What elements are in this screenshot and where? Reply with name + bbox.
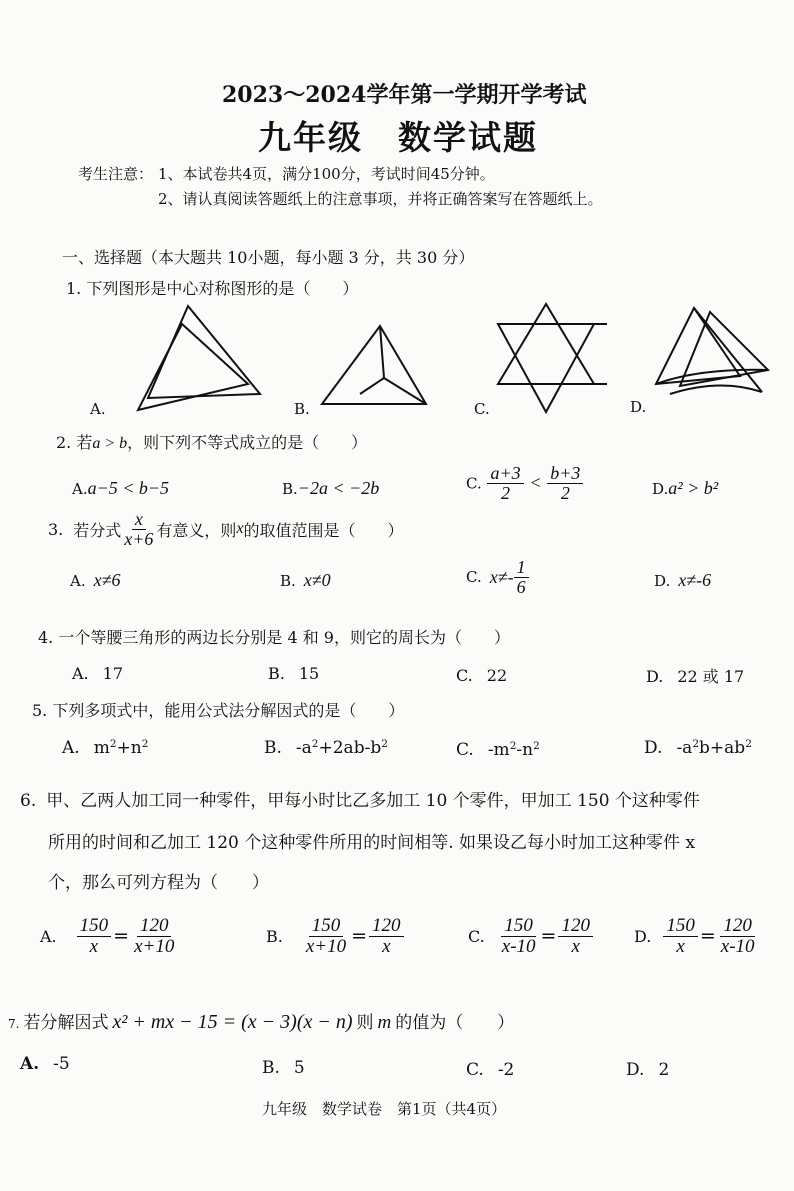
option-letter: A. [72, 480, 88, 498]
notice-label: 考生注意： [78, 165, 154, 183]
question-stem-prefix: 若 [76, 433, 93, 452]
section-heading: 一、选择题（本大题共 10小题，每小题 3 分，共 30 分） [62, 248, 475, 267]
fraction: $\frac{1}{6}$ [514, 558, 529, 597]
q5-option-d: D. $-a^2b+ab^2$ [644, 738, 752, 758]
option-value: 2 [658, 1060, 670, 1080]
question-number: 5. [32, 701, 48, 720]
q7-option-a [20, 1054, 70, 1074]
q4-option-c [456, 666, 507, 685]
question-number: 7. [8, 1017, 20, 1031]
q1-figures [100, 298, 780, 416]
figure-c-icon [498, 304, 607, 412]
exam-title-line1: 2023～2024学年第一学期开学考试 [222, 82, 587, 108]
fraction: $\frac{b+3}{2}$ [547, 464, 583, 503]
option-letter: B. [264, 738, 282, 758]
question-stem-mid: 则 [356, 1013, 374, 1033]
option-value: -5 [53, 1054, 70, 1074]
question-math: x² + mx − 15 = (x − 3)(x − n) [112, 1011, 353, 1033]
option-letter: C. [456, 666, 473, 685]
option-math: −2a < −2b [297, 478, 380, 498]
option-letter: B. [280, 572, 296, 590]
question-number: 4. [38, 628, 54, 647]
page-footer: 九年级 数学试卷 第1页（共4页） [262, 1100, 507, 1118]
option-letter: D. [644, 738, 663, 758]
relation: < [529, 472, 542, 493]
q1-option-b: B. [294, 400, 310, 418]
question-6-line-2: 所用的时间和乙加工 120 个这种零件所用的时间相等. 如果设乙每小时加工这种零件 x [48, 833, 696, 853]
option-letter: D. [646, 667, 664, 686]
q4-option-a [72, 664, 123, 683]
option-letter: A. [62, 738, 80, 758]
q3-option-b [280, 570, 331, 591]
option-value: 5 [293, 1058, 305, 1078]
option-letter: D. [634, 926, 652, 946]
q6-option-d: D. $\frac{150}{x}$ = $\frac{120}{x-10}$ [634, 915, 755, 957]
q7-option-c [466, 1060, 514, 1080]
option-letter: C. [466, 568, 482, 587]
question-math: a > b [92, 435, 128, 452]
option-letter: C. [466, 1060, 484, 1080]
option-letter: B. [266, 926, 283, 946]
question-7 [8, 1008, 514, 1034]
option-letter: B. [268, 664, 285, 683]
option-letter: C. [466, 474, 482, 493]
question-stem: 一个等腰三角形的两边长分别是 4 和 9，则它的周长为（ ） [58, 628, 510, 647]
option-math: x≠6 [93, 570, 121, 590]
question-3 [48, 510, 404, 549]
option-math: x≠0 [303, 570, 331, 590]
question-stem-end: 的取值范围是（ ） [243, 520, 404, 540]
question-1 [66, 276, 358, 299]
q1-option-d: D. [630, 398, 647, 416]
question-stem-suffix: 有意义，则 [156, 520, 237, 540]
question-stem: 甲、乙两人加工同一种零件，甲每小时比乙多加工 10 个零件，甲加工 150 个这种零件 [46, 791, 700, 811]
q4-option-d [646, 664, 744, 687]
question-number: 6. [20, 791, 37, 811]
q3-option-d [654, 570, 711, 591]
q6-option-a: A. $\frac{150}{x}$ = $\frac{120}{x+10}$ [40, 915, 175, 957]
figure-d-icon [656, 308, 768, 394]
option-letter: C. [456, 740, 474, 760]
fraction: $\frac{a+3}{2}$ [487, 464, 523, 503]
q2-option-c [466, 464, 583, 503]
question-stem: 下列多项式中，能用公式法分解因式的是（ ） [52, 701, 405, 720]
figure-b-icon [322, 326, 426, 404]
q1-option-a: A. [90, 400, 106, 418]
question-6-line-3: 个，那么可列方程为（ ） [48, 873, 269, 893]
option-math: x≠-6 [678, 570, 712, 590]
option-value: 22 或 17 [677, 667, 745, 686]
q2-option-a [72, 478, 169, 499]
question-stem: 下列图形是中心对称图形的是（ ） [86, 279, 359, 298]
question-var: x [236, 520, 244, 538]
q5-option-b: B. $-a^2+2ab-b^2$ [264, 738, 388, 758]
q2-option-d [652, 478, 718, 499]
question-stem-prefix: 若分解因式 [23, 1013, 109, 1033]
question-number: 2. [56, 433, 72, 452]
q1-option-c: C. [474, 400, 490, 418]
option-letter: A. [72, 664, 89, 683]
option-math: x≠- [489, 566, 514, 587]
option-letter: D. [654, 572, 671, 590]
question-6-line-1 [20, 786, 700, 811]
question-4 [38, 625, 510, 648]
q5-option-a: A. $m^2+n^2$ [62, 738, 149, 758]
q6-option-b: B. $\frac{150}{x+10}$ = $\frac{120}{x}$ [266, 916, 404, 957]
question-stem-end: 的值为（ ） [395, 1013, 515, 1033]
option-math: a−5 < b−5 [87, 478, 170, 498]
notice-item-1: 1、本试卷共4页，满分100分，考试时间45分钟。 [158, 165, 495, 183]
question-stem-suffix: ，则下列不等式成立的是（ ） [127, 433, 368, 452]
question-2 [56, 430, 367, 453]
q3-option-c [466, 558, 529, 597]
option-letter: A. [40, 926, 57, 946]
option-letter: D. [626, 1060, 645, 1080]
q2-option-b [282, 478, 379, 499]
option-letter: B. [282, 480, 298, 498]
option-letter: D. [652, 480, 669, 498]
option-math: a² > b² [668, 478, 719, 498]
question-var: m [377, 1012, 392, 1033]
q4-option-b [268, 664, 319, 683]
q7-option-d [626, 1060, 669, 1080]
question-number: 3. [48, 519, 64, 539]
fraction: $\frac{x}{x+6}$ [124, 509, 154, 549]
option-letter: A. [20, 1054, 40, 1074]
q7-option-b [262, 1058, 305, 1078]
option-letter: B. [262, 1058, 280, 1078]
q3-option-a [70, 570, 120, 591]
exam-title-line2: 九年级 数学试题 [258, 118, 538, 157]
option-value: 15 [298, 664, 320, 683]
notice-item-2: 2、请认真阅读答题纸上的注意事项，并将正确答案写在答题纸上。 [158, 190, 603, 208]
q5-option-c: C. $-m^2-n^2$ [456, 740, 540, 760]
option-letter: A. [70, 572, 86, 590]
option-letter: C. [468, 926, 485, 946]
option-value: 22 [486, 666, 508, 685]
option-value: 17 [102, 664, 123, 683]
question-stem-prefix: 若分式 [73, 520, 122, 540]
figure-a-icon [138, 306, 260, 410]
question-number: 1. [66, 279, 82, 298]
q6-option-c: C. $\frac{150}{x-10}$ = $\frac{120}{x}$ [468, 916, 593, 957]
option-value: -2 [497, 1060, 515, 1080]
question-5 [32, 698, 404, 721]
